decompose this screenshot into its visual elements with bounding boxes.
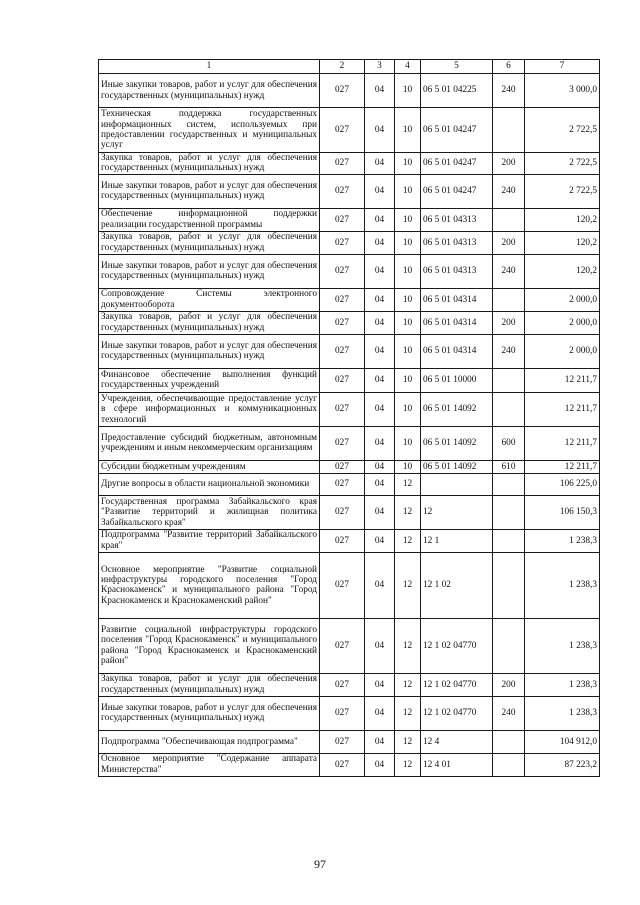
cell-expense-type: 240: [493, 696, 525, 730]
cell-expense-type: [493, 392, 525, 426]
cell-subsection: 10: [395, 74, 421, 108]
table-row: [99, 254, 600, 288]
cell-ministry-code: 027: [320, 311, 365, 334]
cell-ministry-code: 027: [320, 696, 365, 730]
cell-section: 04: [365, 529, 395, 552]
column-header-7: 7: [525, 60, 600, 74]
cell-amount: 104 912,0: [525, 730, 600, 753]
cell-name: Иные закупки товаров, работ и услуг для обеспечения государственных (муниципальных) нужд: [99, 696, 320, 730]
cell-subsection: 10: [395, 208, 421, 231]
cell-expense-type: 240: [493, 334, 525, 368]
column-header-6: 6: [493, 60, 525, 74]
cell-amount: 3 000,0: [525, 74, 600, 108]
cell-ministry-code: 027: [320, 460, 365, 473]
cell-amount: 2 722,5: [525, 174, 600, 208]
cell-subsection: 10: [395, 334, 421, 368]
cell-section: 04: [365, 288, 395, 311]
cell-expense-type: 200: [493, 231, 525, 254]
cell-name: Основное мероприятие "Содержание аппарата Министерства": [99, 753, 320, 776]
cell-target-article: 12 4: [421, 730, 493, 753]
cell-target-article: 12 4 01: [421, 753, 493, 776]
table-row: [99, 730, 600, 753]
cell-ministry-code: 027: [320, 552, 365, 618]
cell-subsection: 10: [395, 392, 421, 426]
cell-name: Закупка товаров, работ и услуг для обеспечения государственных (муниципальных) нужд: [99, 153, 320, 175]
cell-amount: 106 225,0: [525, 473, 600, 495]
cell-ministry-code: 027: [320, 495, 365, 529]
cell-subsection: 12: [395, 495, 421, 529]
cell-amount: 12 211,7: [525, 368, 600, 392]
column-header-5: 5: [421, 60, 493, 74]
cell-amount: 12 211,7: [525, 426, 600, 460]
table-row: [99, 460, 600, 473]
cell-amount: 120,2: [525, 208, 600, 231]
cell-target-article: 12 1 02 04770: [421, 618, 493, 673]
cell-ministry-code: 027: [320, 730, 365, 753]
cell-amount: 1 238,3: [525, 552, 600, 618]
cell-target-article: 06 5 01 04313: [421, 208, 493, 231]
cell-ministry-code: 027: [320, 392, 365, 426]
cell-amount: 12 211,7: [525, 460, 600, 473]
cell-name: Государственная программа Забайкальского края "Развитие территорий и жилищная политика Забайкальского края": [99, 495, 320, 529]
column-header-1: 1: [99, 60, 320, 74]
cell-expense-type: 200: [493, 153, 525, 175]
cell-subsection: 12: [395, 618, 421, 673]
cell-name: Иные закупки товаров, работ и услуг для обеспечения государственных (муниципальных) нужд: [99, 334, 320, 368]
cell-amount: 120,2: [525, 231, 600, 254]
cell-name: Подпрограмма "Обеспечивающая подпрограмма": [99, 730, 320, 753]
cell-target-article: 06 5 01 04313: [421, 254, 493, 288]
cell-subsection: 10: [395, 174, 421, 208]
page-number: 97: [314, 857, 326, 871]
cell-subsection: 10: [395, 153, 421, 175]
table-row: [99, 311, 600, 334]
cell-name: Закупка товаров, работ и услуг для обеспечения государственных (муниципальных) нужд: [99, 231, 320, 254]
table-row: [99, 334, 600, 368]
cell-expense-type: [493, 529, 525, 552]
cell-expense-type: [493, 495, 525, 529]
budget-table: [98, 59, 600, 777]
column-header-3: 3: [365, 60, 395, 74]
table-row: [99, 231, 600, 254]
cell-subsection: 12: [395, 473, 421, 495]
cell-subsection: 10: [395, 368, 421, 392]
cell-ministry-code: 027: [320, 174, 365, 208]
cell-amount: 1 238,3: [525, 529, 600, 552]
cell-expense-type: 610: [493, 460, 525, 473]
cell-expense-type: 600: [493, 426, 525, 460]
cell-subsection: 10: [395, 426, 421, 460]
cell-target-article: 12: [421, 495, 493, 529]
cell-target-article: 12 1: [421, 529, 493, 552]
cell-section: 04: [365, 311, 395, 334]
cell-amount: 12 211,7: [525, 392, 600, 426]
cell-ministry-code: 027: [320, 231, 365, 254]
cell-subsection: 12: [395, 696, 421, 730]
cell-expense-type: [493, 368, 525, 392]
table-row: [99, 696, 600, 730]
cell-ministry-code: 027: [320, 254, 365, 288]
cell-ministry-code: 027: [320, 368, 365, 392]
cell-subsection: 10: [395, 231, 421, 254]
cell-section: 04: [365, 231, 395, 254]
cell-section: 04: [365, 392, 395, 426]
cell-name: Субсидии бюджетным учреждениям: [99, 460, 320, 473]
cell-section: 04: [365, 74, 395, 108]
cell-target-article: 06 5 01 04247: [421, 174, 493, 208]
cell-ministry-code: 027: [320, 426, 365, 460]
cell-expense-type: 240: [493, 254, 525, 288]
table-row: [99, 368, 600, 392]
cell-target-article: 06 5 01 04314: [421, 334, 493, 368]
cell-section: 04: [365, 495, 395, 529]
cell-target-article: 06 5 01 14092: [421, 460, 493, 473]
cell-amount: 87 223,2: [525, 753, 600, 776]
table-row: [99, 618, 600, 673]
cell-name: Развитие социальной инфраструктуры городского поселения "Город Краснокаменск" и муниципального района "Город Краснокаменск и Краснокаменский район": [99, 618, 320, 673]
cell-subsection: 12: [395, 730, 421, 753]
cell-expense-type: 240: [493, 174, 525, 208]
cell-subsection: 10: [395, 460, 421, 473]
cell-subsection: 12: [395, 552, 421, 618]
cell-ministry-code: 027: [320, 753, 365, 776]
cell-expense-type: 200: [493, 673, 525, 696]
cell-name: Иные закупки товаров, работ и услуг для обеспечения государственных (муниципальных) нужд: [99, 174, 320, 208]
table-row: [99, 552, 600, 618]
cell-amount: 2 000,0: [525, 288, 600, 311]
cell-subsection: 12: [395, 673, 421, 696]
cell-amount: 1 238,3: [525, 618, 600, 673]
column-header-2: 2: [320, 60, 365, 74]
cell-ministry-code: 027: [320, 74, 365, 108]
cell-section: 04: [365, 730, 395, 753]
cell-expense-type: 200: [493, 311, 525, 334]
cell-section: 04: [365, 460, 395, 473]
cell-name: Учреждения, обеспечивающие предоставление услуг в сфере информационных и коммуникационных технологий: [99, 392, 320, 426]
cell-ministry-code: 027: [320, 673, 365, 696]
cell-target-article: 12 1 02 04770: [421, 673, 493, 696]
cell-amount: 2 722,5: [525, 108, 600, 153]
cell-amount: 106 150,3: [525, 495, 600, 529]
cell-amount: 1 238,3: [525, 696, 600, 730]
table-row: [99, 153, 600, 175]
cell-name: Подпрограмма "Развитие территорий Забайкальского края": [99, 529, 320, 552]
cell-target-article: 06 5 01 04247: [421, 153, 493, 175]
cell-name: Закупка товаров, работ и услуг для обеспечения государственных (муниципальных) нужд: [99, 673, 320, 696]
cell-section: 04: [365, 334, 395, 368]
table-row: [99, 392, 600, 426]
cell-target-article: 06 5 01 10000: [421, 368, 493, 392]
table-body: [99, 74, 600, 777]
cell-expense-type: [493, 618, 525, 673]
table-row: [99, 753, 600, 776]
cell-section: 04: [365, 108, 395, 153]
cell-subsection: 12: [395, 753, 421, 776]
table-row: [99, 673, 600, 696]
cell-expense-type: [493, 108, 525, 153]
cell-ministry-code: 027: [320, 334, 365, 368]
table-row: [99, 288, 600, 311]
cell-section: 04: [365, 673, 395, 696]
cell-section: 04: [365, 696, 395, 730]
cell-name: Иные закупки товаров, работ и услуг для обеспечения государственных (муниципальных) нужд: [99, 74, 320, 108]
table-row: [99, 74, 600, 108]
cell-ministry-code: 027: [320, 288, 365, 311]
cell-section: 04: [365, 153, 395, 175]
table-row: [99, 108, 600, 153]
cell-target-article: 06 5 01 04314: [421, 311, 493, 334]
cell-target-article: 06 5 01 04314: [421, 288, 493, 311]
cell-subsection: 10: [395, 311, 421, 334]
cell-amount: 1 238,3: [525, 673, 600, 696]
table-row: [99, 174, 600, 208]
cell-ministry-code: 027: [320, 473, 365, 495]
table-row: [99, 529, 600, 552]
cell-target-article: 06 5 01 04313: [421, 231, 493, 254]
cell-ministry-code: 027: [320, 208, 365, 231]
cell-name: Закупка товаров, работ и услуг для обеспечения государственных (муниципальных) нужд: [99, 311, 320, 334]
cell-ministry-code: 027: [320, 108, 365, 153]
cell-amount: 2 000,0: [525, 334, 600, 368]
cell-amount: 120,2: [525, 254, 600, 288]
cell-section: 04: [365, 473, 395, 495]
cell-expense-type: [493, 208, 525, 231]
cell-target-article: 12 1 02: [421, 552, 493, 618]
cell-subsection: 10: [395, 254, 421, 288]
cell-target-article: 06 5 01 14092: [421, 392, 493, 426]
cell-target-article: 06 5 01 04225: [421, 74, 493, 108]
cell-section: 04: [365, 254, 395, 288]
cell-expense-type: 240: [493, 74, 525, 108]
cell-name: Иные закупки товаров, работ и услуг для обеспечения государственных (муниципальных) нужд: [99, 254, 320, 288]
column-header-4: 4: [395, 60, 421, 74]
cell-subsection: 10: [395, 288, 421, 311]
cell-expense-type: [493, 473, 525, 495]
cell-name: Техническая поддержка государственных информационных систем, используемых при предоставлении государственных и муниципальных услуг: [99, 108, 320, 153]
cell-amount: 2 722,5: [525, 153, 600, 175]
cell-section: 04: [365, 753, 395, 776]
table-row: [99, 426, 600, 460]
cell-subsection: 10: [395, 108, 421, 153]
cell-subsection: 12: [395, 529, 421, 552]
cell-name: Основное мероприятие "Развитие социальной инфраструктуры городского поселения "Город Краснокаменск" и муниципального района "Город Краснокаменск и Краснокаменский район": [99, 552, 320, 618]
cell-ministry-code: 027: [320, 529, 365, 552]
cell-section: 04: [365, 368, 395, 392]
cell-section: 04: [365, 208, 395, 231]
header-row: [99, 60, 600, 74]
cell-target-article: 06 5 01 14092: [421, 426, 493, 460]
cell-ministry-code: 027: [320, 618, 365, 673]
cell-ministry-code: 027: [320, 153, 365, 175]
cell-expense-type: [493, 730, 525, 753]
cell-section: 04: [365, 618, 395, 673]
cell-section: 04: [365, 552, 395, 618]
cell-expense-type: [493, 552, 525, 618]
cell-amount: 2 000,0: [525, 311, 600, 334]
cell-name: Обеспечение информационной поддержки реализации государственной программы: [99, 208, 320, 231]
cell-section: 04: [365, 174, 395, 208]
cell-target-article: 12 1 02 04770: [421, 696, 493, 730]
cell-target-article: 06 5 01 04247: [421, 108, 493, 153]
cell-expense-type: [493, 288, 525, 311]
cell-name: Сопровождение Системы электронного документооборота: [99, 288, 320, 311]
cell-expense-type: [493, 753, 525, 776]
cell-name: Другие вопросы в области национальной экономики: [99, 473, 320, 495]
cell-name: Финансовое обеспечение выполнения функций государственных учреждений: [99, 368, 320, 392]
table-row: [99, 495, 600, 529]
cell-section: 04: [365, 426, 395, 460]
table-row: [99, 208, 600, 231]
cell-name: Предоставление субсидий бюджетным, автономным учреждениям и иным некоммерческим организациям: [99, 426, 320, 460]
table-row: [99, 473, 600, 495]
cell-target-article: [421, 473, 493, 495]
